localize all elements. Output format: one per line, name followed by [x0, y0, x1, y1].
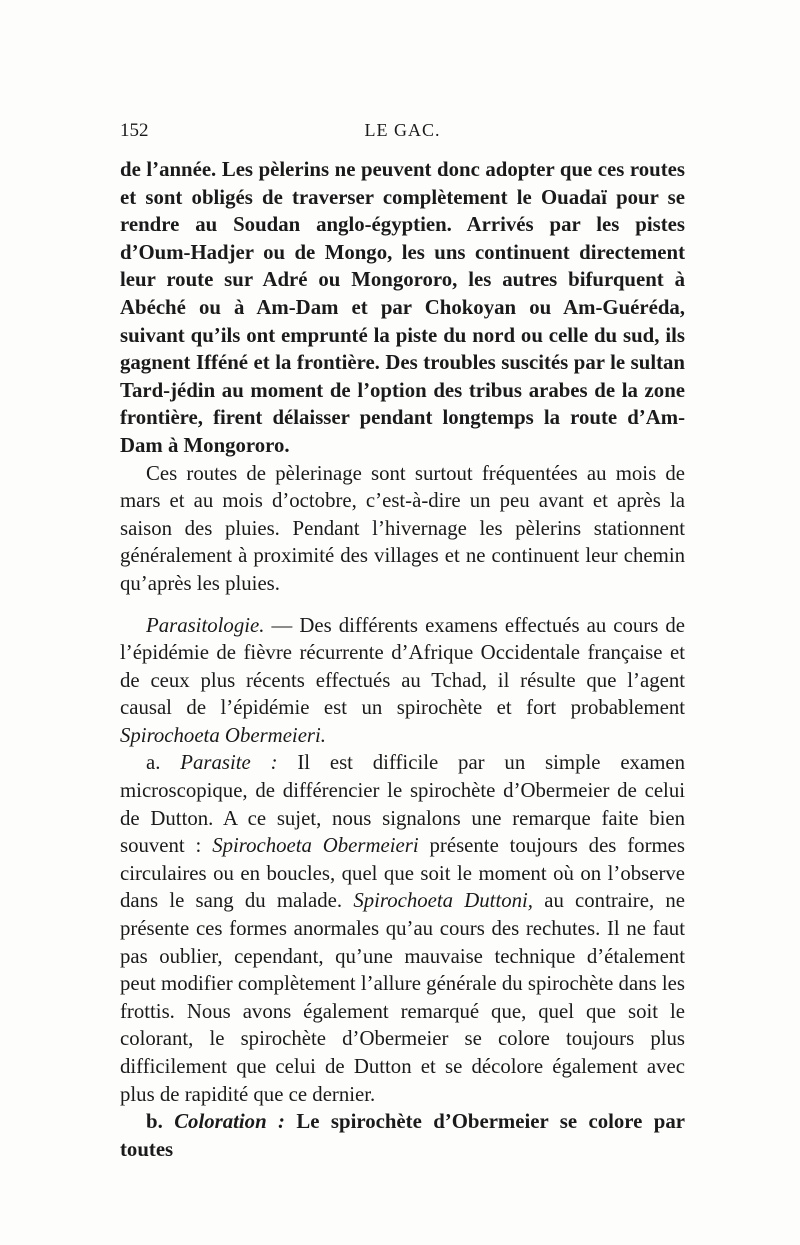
page-header: [120, 120, 685, 146]
paragraph-parasite: [120, 749, 685, 1108]
parasite-text-3: au contraire, ne présente ces formes anormales qu’au cours des rechutes. Il ne faut pas oublier, cependant, qu’une mauvaise technique d’étalement peut modifier complètement l’allure générale du spirochète dans les frottis. Nous avons également remarqué que, quel que soit le colorant, le spirochète d’Obermeier se colore toujours plus difficilement que celui de Dutton et se décolore également avec plus de rapidité que ce dernier.: [120, 889, 685, 1106]
parasite-heading: Parasite :: [180, 751, 278, 775]
parasitology-text: — Des différents examens effectués au cours de l’épidémie de fièvre récurrente d’Afrique Occidentale française et de ceux plus récents effectués au Tchad, il résulte que l’agent causal de l’épidémie est un spirochète et fort probablement: [120, 613, 685, 720]
list-label-a: a.: [146, 751, 181, 775]
paragraph-coloration: [120, 1108, 685, 1163]
species-obermeieri-2: Spirochoeta Obermeieri: [212, 834, 419, 858]
body-text: [120, 156, 685, 1163]
page-number: 152: [120, 120, 149, 141]
paragraph-parasitology: [120, 612, 685, 750]
parasite-text-2: présente toujours des formes circulaires ou en boucles, quel que soit le moment où on l’observe dans le sang du malade.: [120, 834, 685, 913]
list-label-b: b.: [146, 1110, 175, 1134]
coloration-heading: Coloration :: [174, 1110, 285, 1134]
parasitology-heading: Parasitologie.: [146, 613, 265, 637]
species-obermeieri: Spirochoeta Obermeieri.: [120, 723, 326, 747]
coloration-text: Le spirochète d’Obermeier se colore par toutes: [120, 1110, 685, 1161]
paragraph-season: [120, 460, 685, 598]
species-duttoni: Spirochoeta Duttoni,: [353, 889, 534, 913]
running-head: LE GAC.: [364, 120, 441, 140]
parasite-text-1: Il est difficile par un simple examen microscopique, de différencier le spirochète d’Obermeier de celui de Dutton. A ce sujet, nous signalons une remarque faite bien souvent :: [120, 751, 685, 858]
paragraph-season-text: Ces routes de pèlerinage sont surtout fréquentées au mois de mars et au mois d’octobre, c’est-à-dire un peu avant et après la saison des pluies. Pendant l’hivernage les pèlerins stationnent généralement à proximité des villages et ne continuent leur chemin qu’après les pluies.: [120, 461, 685, 595]
paragraph-pilgrim-routes: de l’année. Les pèlerins ne peuvent donc adopter que ces routes et sont obligés de traverser complètement le Ouadaï pour se rendre au Soudan anglo-égyptien. Arrivés par les pistes d’Oum-Hadjer ou de Mongo, les uns continuent directement leur route sur Adré ou Mongororo, les autres bifurquent à Abéché ou à Am-Dam et par Chokoyan ou Am-Guéréda, suivant qu’ils ont emprunté la piste du nord ou celle du sud, ils gagnent Ifféné et la frontière. Des troubles suscités par le sultan Tard-jédin au moment de l’option des tribus arabes de la zone frontière, firent délaisser pendant longtemps la route d’Am-Dam à Mongororo.: [120, 158, 685, 457]
